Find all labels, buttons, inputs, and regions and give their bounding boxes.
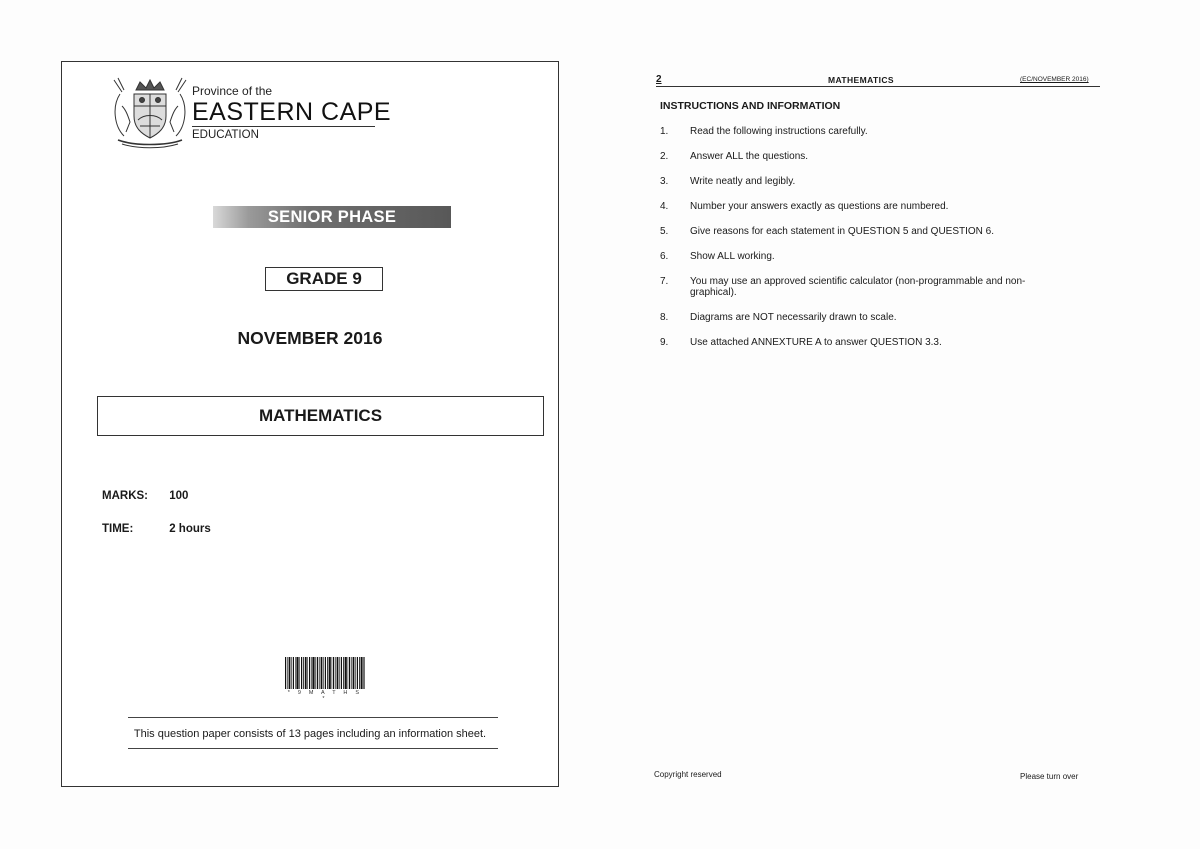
instruction-item xyxy=(660,312,1080,323)
page-number: 2 xyxy=(656,74,662,85)
page-count-note: This question paper consists of 13 pages including an information sheet. xyxy=(133,728,487,740)
instruction-number: 3. xyxy=(660,176,669,187)
instruction-number: 8. xyxy=(660,312,669,323)
header-subject: MATHEMATICS xyxy=(828,75,894,85)
footer-rule-bottom xyxy=(128,748,498,749)
barcode-icon xyxy=(285,657,365,693)
logo-province-line: Province of the xyxy=(192,84,273,98)
instruction-number: 4. xyxy=(660,201,669,212)
footer-rule-top xyxy=(128,717,498,718)
time-label: TIME: xyxy=(102,523,134,535)
instruction-text: Answer ALL the questions. xyxy=(690,151,809,162)
instruction-item xyxy=(660,151,1080,162)
header-rule xyxy=(656,86,1100,87)
instruction-number: 2. xyxy=(660,151,669,162)
subject-box: MATHEMATICS xyxy=(97,396,544,436)
header-reference: (EC/NOVEMBER 2016) xyxy=(1020,76,1089,83)
instruction-text: Give reasons for each statement in QUESTION 5 and QUESTION 6. xyxy=(690,226,995,237)
instruction-item xyxy=(660,176,1080,187)
instruction-text: Read the following instructions carefully. xyxy=(690,126,868,137)
instruction-number: 6. xyxy=(660,251,669,262)
instructions-title: INSTRUCTIONS AND INFORMATION xyxy=(660,100,841,112)
instruction-text: You may use an approved scientific calculator (non-programmable and non-graphical). xyxy=(690,276,1026,298)
grade-box: GRADE 9 xyxy=(265,267,383,291)
logo-divider xyxy=(192,126,375,127)
instruction-number: 9. xyxy=(660,337,669,348)
exam-date: NOVEMBER 2016 xyxy=(237,328,383,348)
page-header xyxy=(650,72,1100,86)
time-value: 2 hours xyxy=(169,523,211,535)
instructions-page xyxy=(650,72,1100,792)
phase-banner: SENIOR PHASE xyxy=(213,206,451,228)
instruction-text: Show ALL working. xyxy=(690,251,775,262)
instruction-text: Use attached ANNEXTURE A to answer QUESTION 3.3. xyxy=(690,337,942,348)
instruction-item xyxy=(660,276,1080,298)
copyright-note: Copyright reserved xyxy=(654,770,722,779)
instruction-text: Write neatly and legibly. xyxy=(690,176,796,187)
instruction-number: 7. xyxy=(660,276,669,287)
instruction-number: 1. xyxy=(660,126,669,137)
instruction-text: Number your answers exactly as questions are numbered. xyxy=(690,201,949,212)
instruction-item xyxy=(660,226,1080,237)
marks-row xyxy=(102,490,188,502)
time-row xyxy=(102,523,211,535)
logo-province-name: EASTERN CAPE xyxy=(192,98,392,126)
coat-of-arms-icon xyxy=(108,76,192,150)
logo-department: EDUCATION xyxy=(192,129,259,141)
instruction-item xyxy=(660,337,1080,348)
instruction-item xyxy=(660,126,1080,137)
logo-text xyxy=(192,84,391,142)
instruction-item xyxy=(660,201,1080,212)
barcode-text: * 9 M A T H S * xyxy=(287,690,363,702)
turn-over-note: Please turn over xyxy=(1020,772,1079,781)
instruction-item xyxy=(660,251,1080,262)
instruction-text: Diagrams are NOT necessarily drawn to scale. xyxy=(690,312,897,323)
marks-label: MARKS: xyxy=(102,490,148,502)
instruction-number: 5. xyxy=(660,226,669,237)
cover-page xyxy=(61,61,559,787)
instructions-list xyxy=(660,126,1080,362)
marks-value: 100 xyxy=(169,490,189,502)
province-logo xyxy=(108,76,398,156)
